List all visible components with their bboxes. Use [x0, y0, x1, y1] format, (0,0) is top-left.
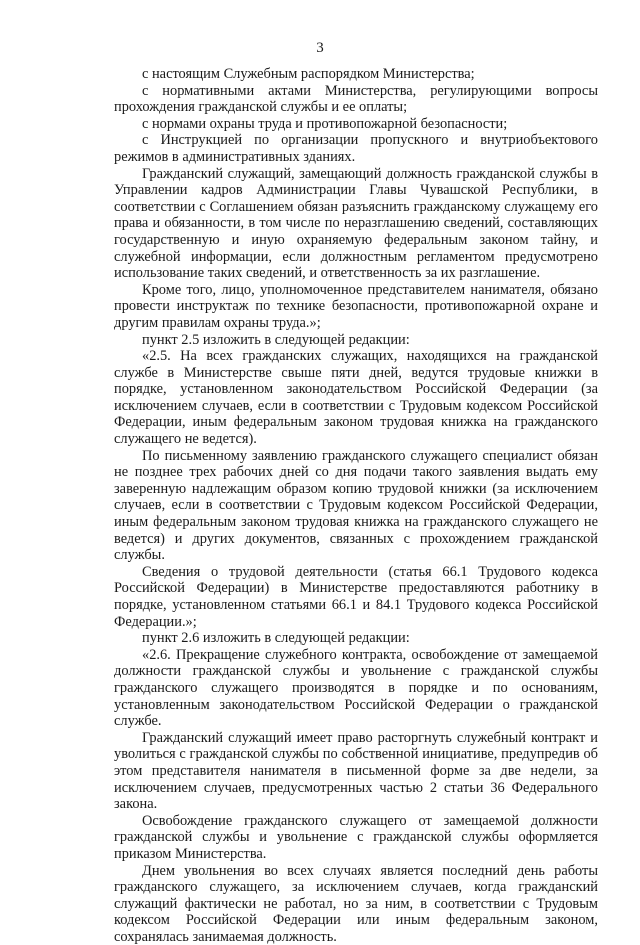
paragraph: Освобождение гражданского служащего от замещаемой должности гражданской службы и увольнение с гражданской службы оформляется приказом Министерства.: [114, 813, 598, 863]
paragraph: По письменному заявлению гражданского служащего специалист обязан не позднее трех рабочих дней со дня подачи такого заявления выдать ему заверенную надлежащим образом копию трудовой книжки (за исключением случаев, если в соответствии с Трудовым кодексом Российской Федерации, иным федеральным законом трудовая книжка на гражданского служащего не ведется) и других документов, связанных с прохождением гражданской службы.: [114, 448, 598, 564]
paragraph: с настоящим Служебным распорядком Министерства;: [114, 66, 598, 83]
paragraph: Сведения о трудовой деятельности (статья 66.1 Трудового кодекса Российской Федерации) в Министерстве предоставляются работнику в порядке, установленном статьями 66.1 и 84.1 Трудового кодекса Российской Федерации.»;: [114, 564, 598, 630]
paragraph: «2.6. Прекращение служебного контракта, освобождение от замещаемой должности гражданской службы и увольнение с гражданской службы гражданского служащего производятся в порядке и по основаниям, установленным законодательством Российской Федерации о гражданской службе.: [114, 647, 598, 730]
paragraph: Днем увольнения во всех случаях является последний день работы гражданского служащего, за исключением случаев, когда гражданский служащий фактически не работал, но за ним, в соответствии с Трудовым кодексом Российской Федерации или иным федеральным законом, сохранялась занимаемая должность.: [114, 863, 598, 945]
paragraph: с нормами охраны труда и противопожарной безопасности;: [114, 116, 598, 133]
paragraph: с Инструкцией по организации пропускного и внутриобъектового режимов в административных зданиях.: [114, 132, 598, 165]
paragraph: Гражданский служащий имеет право расторгнуть служебный контракт и уволиться с гражданской службы по собственной инициативе, предупредив об этом представителя нанимателя в письменной форме за две недели, за исключением случаев, предусмотренных частью 2 статьи 36 Федерального закона.: [114, 730, 598, 813]
paragraph: «2.5. На всех гражданских служащих, находящихся на гражданской службе в Министерстве свыше пяти дней, ведутся трудовые книжки в порядке, установленном законодательством Российской Федерации (за исключением случаев, если в соответствии с Трудовым кодексом Российской Федерации, иным федеральным законом трудовая книжка на гражданского служащего не ведется).: [114, 348, 598, 448]
paragraph: с нормативными актами Министерства, регулирующими вопросы прохождения гражданской службы и ее оплаты;: [114, 83, 598, 116]
document-body: [114, 66, 598, 945]
paragraph: пункт 2.6 изложить в следующей редакции:: [114, 630, 598, 647]
paragraph: Гражданский служащий, замещающий должность гражданской службы в Управлении кадров Администрации Главы Чувашской Республики, в соответствии с Соглашением обязан разъяснить гражданскому служащему его права и обязанности, в том числе по неразглашению сведений, составляющих государственную и иную охраняемую федеральным законом тайну, и служебной информации, если должностным регламентом предусмотрено использование таких сведений, и ответственность за их разглашение.: [114, 166, 598, 282]
paragraph: Кроме того, лицо, уполномоченное представителем нанимателя, обязано провести инструктаж по технике безопасности, противопожарной охране и другим правилам охраны труда.»;: [114, 282, 598, 332]
paragraph: пункт 2.5 изложить в следующей редакции:: [114, 332, 598, 349]
page-number: 3: [0, 40, 640, 56]
